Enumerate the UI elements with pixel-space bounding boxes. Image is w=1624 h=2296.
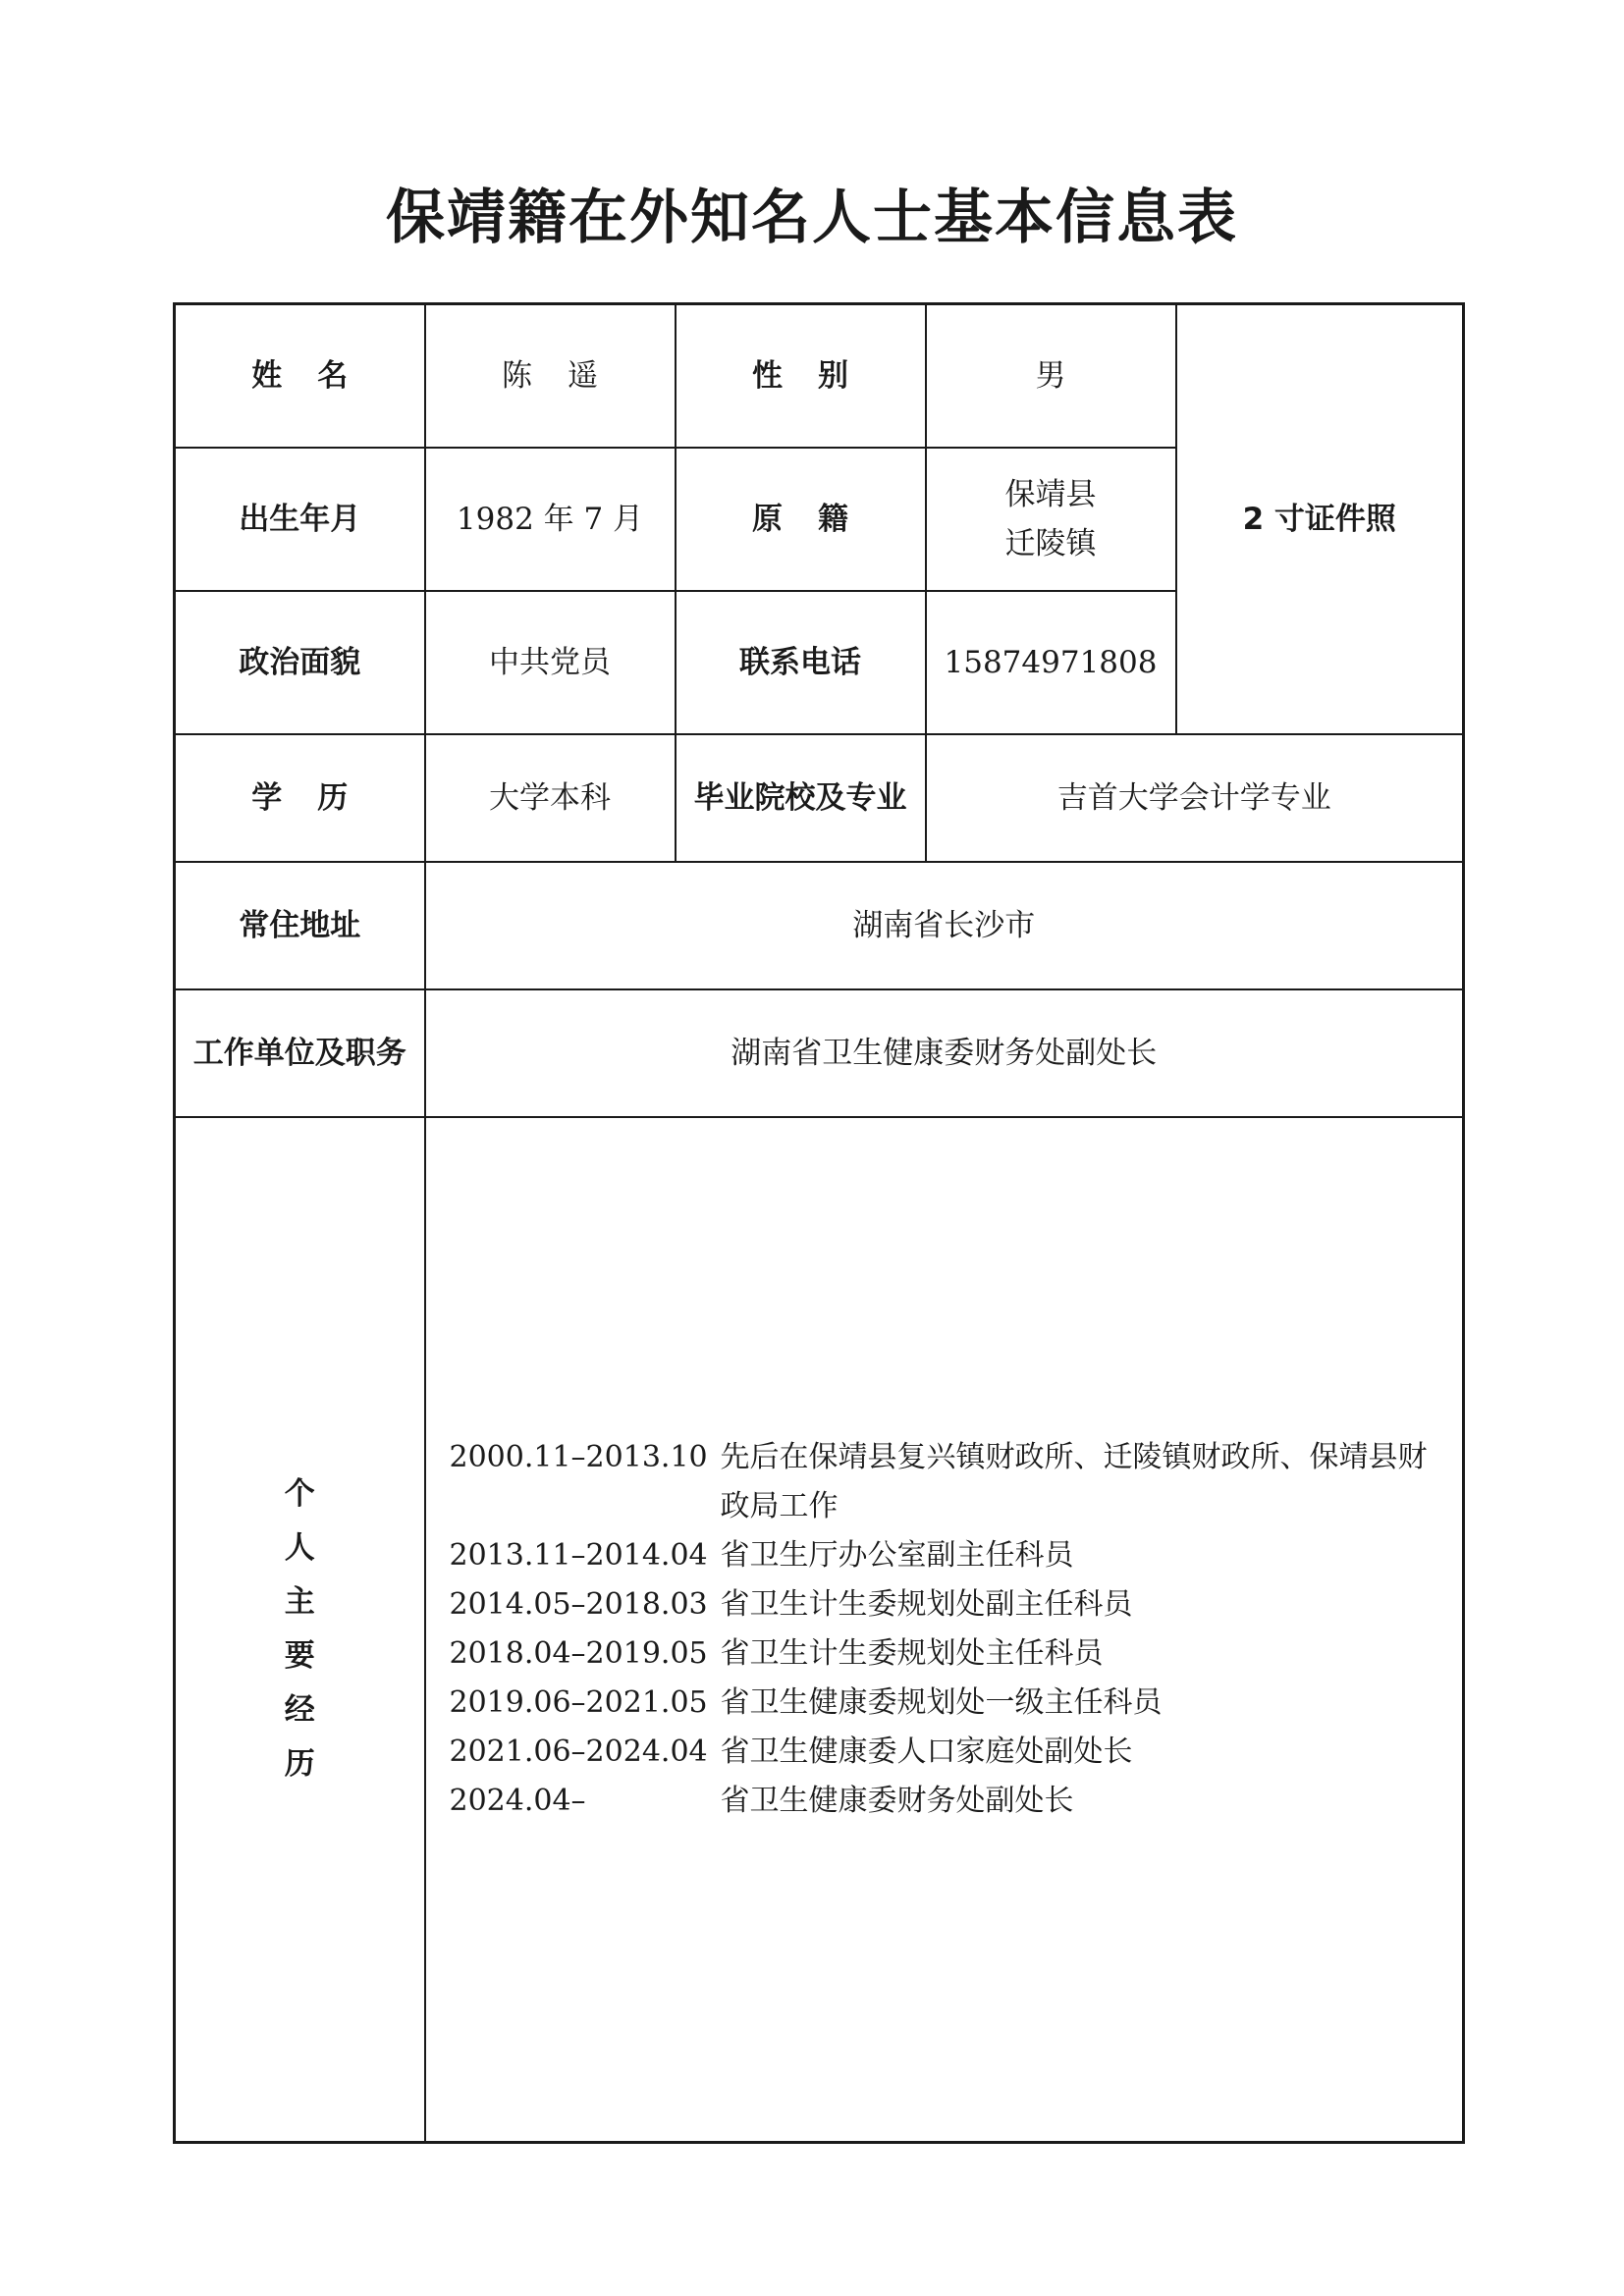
career-item: [450, 1531, 1463, 1580]
label-career: [175, 1117, 425, 2143]
label-work: 工作单位及职务: [175, 989, 425, 1117]
label-education: 学历: [251, 779, 384, 816]
label-education-cell: [175, 734, 425, 862]
career-desc: 省卫生健康委财务处副处长: [720, 1783, 1074, 1818]
label-phone: 联系电话: [676, 591, 926, 734]
value-address: 湖南省长沙市: [425, 862, 1464, 989]
info-table: [173, 302, 1465, 2144]
value-name: 陈遥: [502, 357, 633, 394]
label-school: 毕业院校及专业: [676, 734, 926, 862]
value-name-cell: [425, 304, 676, 448]
career-period: 2000.11–2013.10: [449, 1439, 708, 1474]
label-career-char: 要: [284, 1637, 315, 1674]
career-list: [450, 1433, 1463, 1826]
row-address: [175, 862, 1464, 989]
label-origin: 原籍: [752, 501, 884, 537]
career-desc: 省卫生计生委规划处副主任科员: [720, 1586, 1133, 1622]
label-politics: 政治面貌: [175, 591, 425, 734]
label-career-char: 主: [284, 1583, 315, 1620]
career-period: 2021.06–2024.04: [449, 1734, 708, 1769]
page-title: 保靖籍在外知名人士基本信息表: [386, 184, 1238, 252]
career-desc: 省卫生健康委规划处一级主任科员: [720, 1684, 1163, 1720]
label-career-char: 经: [284, 1691, 315, 1728]
value-origin-line2: 迁陵镇: [1004, 525, 1097, 561]
career-cell: [425, 1117, 1464, 2143]
value-phone: 15874971808: [926, 591, 1176, 734]
career-item: [450, 1728, 1463, 1777]
label-gender: 性别: [752, 357, 884, 394]
career-desc: 先后在保靖县复兴镇财政所、迁陵镇财政所、保靖县财政局工作: [720, 1439, 1428, 1523]
value-origin-line1: 保靖县: [1004, 476, 1097, 512]
value-work: 湖南省卫生健康委财务处副处长: [425, 989, 1464, 1117]
row-career: [175, 1117, 1464, 2143]
row-name-gender: [175, 304, 1464, 448]
value-origin-cell: [926, 448, 1176, 591]
career-period: 2014.05–2018.03: [449, 1586, 708, 1622]
career-period: 2018.04–2019.05: [449, 1635, 708, 1671]
career-desc: 省卫生厅办公室副主任科员: [720, 1537, 1074, 1573]
career-item: [450, 1777, 1463, 1826]
row-work: [175, 989, 1464, 1117]
career-period: 2013.11–2014.04: [449, 1537, 708, 1573]
label-gender-cell: [676, 304, 926, 448]
value-gender: 男: [926, 304, 1176, 448]
label-career-char: 人: [284, 1529, 315, 1566]
career-item: [450, 1679, 1463, 1728]
career-desc: 省卫生计生委规划处主任科员: [720, 1635, 1104, 1671]
value-birth: 1982 年 7 月: [425, 448, 676, 591]
career-item: [450, 1433, 1463, 1531]
value-school: 吉首大学会计学专业: [926, 734, 1464, 862]
value-politics: 中共党员: [425, 591, 676, 734]
photo-placeholder: 2 寸证件照: [1176, 304, 1464, 734]
label-birth: 出生年月: [175, 448, 425, 591]
label-career-char: 个: [284, 1475, 315, 1512]
row-education: [175, 734, 1464, 862]
label-name-cell: [175, 304, 425, 448]
career-desc: 省卫生健康委人口家庭处副处长: [720, 1734, 1133, 1769]
label-name: 姓名: [251, 357, 384, 394]
career-item: [450, 1629, 1463, 1679]
value-education: 大学本科: [425, 734, 676, 862]
career-period: 2024.04–: [449, 1783, 586, 1818]
career-period: 2019.06–2021.05: [449, 1684, 708, 1720]
label-career-char: 历: [284, 1745, 315, 1782]
label-address: 常住地址: [175, 862, 425, 989]
label-origin-cell: [676, 448, 926, 591]
career-item: [450, 1580, 1463, 1629]
